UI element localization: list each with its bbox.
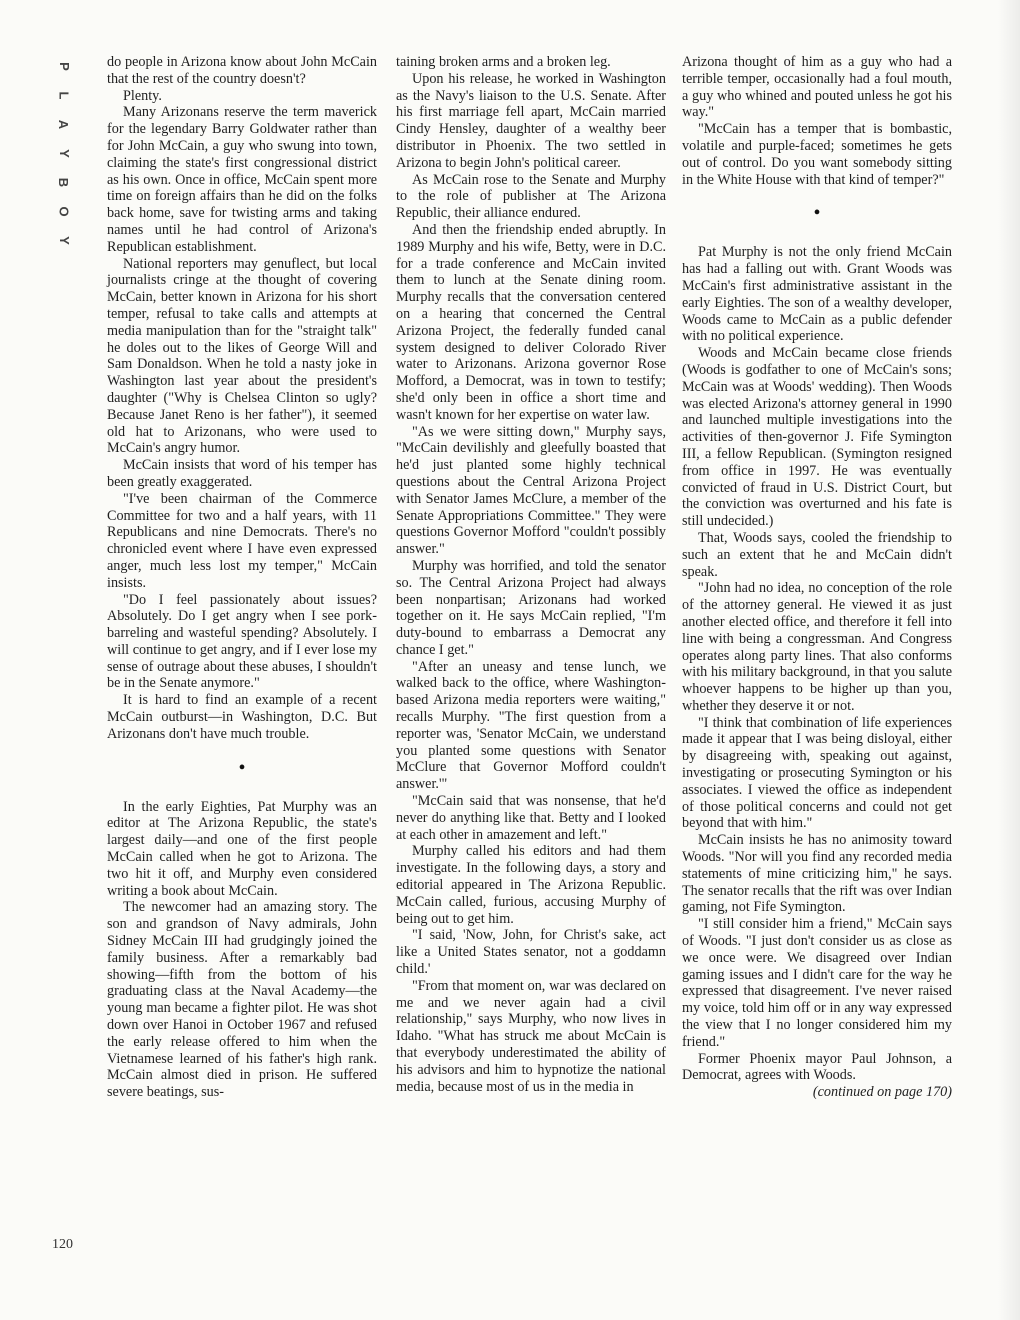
- paragraph: National reporters may genuflect, but local journalists cringe at the thought of covering McCain, better known in Arizona for his short temper, refusal to take calls and attempts at media manipulation than for the "straight talk" he doles out to the likes of George Will and Sam Donaldson. When he told a nasty joke in Washington last year about the president's daughter ("Why is Chelsea Clinton so ugly? Because Janet Reno is her father"), it seemed old hat to Arizonans, who were used to McCain's angry humor.: [107, 255, 377, 457]
- page-edge-shadow: [998, 0, 1020, 1320]
- sidebar-letter: Y: [56, 236, 72, 245]
- article-column-3: [682, 54, 952, 1101]
- paragraph: Many Arizonans reserve the term maverick for the legendary Barry Goldwater rather than for John McCain, a guy who swung into town, claiming the state's first congressional district as his own. Once in office, McCain spent more time on foreign affairs than he did on the folks back home, save for twisting arms and taking names until he had control of Arizona's Republican establishment.: [107, 104, 377, 255]
- paragraph: Murphy was horrified, and told the senator so. The Central Arizona Project had always been nonpartisan; Arizonans had worked together on it. He says McCain replied, "I'm duty-bound to embarrass a Democrat any chance I get.": [396, 557, 666, 658]
- paragraph: "I still consider him a friend," McCain says of Woods. "I just don't consider us as close as we once were. We disagreed over Indian gaming issues and I didn't care for the way he expressed that disagreement. I've never raised my voice, told him off or in any way expressed the view that I no longer considered him my friend.": [682, 916, 952, 1050]
- paragraph: It is hard to find an example of a recent McCain outburst—in Washington, D.C. But Arizonans don't have much trouble.: [107, 692, 377, 742]
- paragraph: Former Phoenix mayor Paul Johnson, a Democrat, agrees with Woods.: [682, 1050, 952, 1084]
- paragraph: That, Woods says, cooled the friendship to such an extent that he and McCain didn't speak.: [682, 529, 952, 580]
- paragraph: Plenty.: [123, 87, 162, 104]
- paragraph: And then the friendship ended abruptly. In 1989 Murphy and his wife, Betty, were in D.C. for a trade conference and McCain invited them to lunch at the Senate dining room. Murphy recalls that the conversation centered on a hearing that concerned the Central Arizona Project, the federally funded canal system designed to deliver Colorado River water to Arizonans. Arizona governor Rose Mofford, a Democrat, was in town to testify; she'd only been in office a short time and wasn't known for her expertise on water law.: [396, 221, 666, 423]
- paragraph: "From that moment on, war was declared on me and we never again had a civil relationship," says Murphy, who now lives in Idaho. "What has struck me about McCain is that everybody underestimated the ability of his advisors and him to hypnotize the national media, because most of us in the media in: [396, 977, 666, 1095]
- page-number: 120: [52, 1237, 73, 1252]
- sidebar-letter: P: [56, 62, 72, 71]
- paragraph: Murphy called his editors and had them investigate. In the following days, a story and editorial appeared in The Arizona Republic. McCain called, furious, accusing Murphy of being out to get him.: [396, 843, 666, 927]
- paragraph: McCain insists he has no animosity toward Woods. "Nor will you find any recorded media statements of mine criticizing him," he says. The senator recalls that the rift was over Indian gaming, not Fife Symington.: [682, 832, 952, 916]
- paragraph: "I've been chairman of the Commerce Committee for two and a half years, with 11 Republicans and nine Democrats. There's no chronicled event where I have even expressed anger, much less lost my temper," McCain insists.: [107, 490, 377, 591]
- paragraph: taining broken arms and a broken leg.: [396, 54, 611, 70]
- paragraph: Arizona thought of him as a guy who had a terrible temper, occasionally had a foul mouth, a guy who whined and pouted unless he got his way.": [682, 54, 952, 121]
- paragraph: Woods and McCain became close friends (Woods is godfather to one of McCain's sons; McCain was at Woods' wedding). Then Woods was elected Arizona's attorney general in 1990 and launched multiple investigations into the activities of then-governor J. Fife Symington III, a fellow Republican. (Symington resigned from office in 1997. He was eventually convicted of fraud in U.S. District Court, but the conviction was overturned and his fate is still undecided.): [682, 345, 952, 530]
- continued-note: (continued on page 170): [812, 1084, 952, 1101]
- sidebar-letter: A: [56, 119, 72, 130]
- sidebar-letter: Y: [56, 149, 72, 158]
- paragraph: The newcomer had an amazing story. The son and grandson of Navy admirals, John Sidney McCain III had grudgingly joined the family business. After a remarkably bad showing—fifth from the bottom of his graduating class at the Naval Academy—the young man became a fighter pilot. He was shot down over Hanoi in October 1967 and refused the early release offered to him when the Vietnamese learned of his father's high rank. McCain almost died in prison. He suffered severe beatings, sus-: [107, 899, 377, 1101]
- paragraph: "McCain has a temper that is bombastic, volatile and purple-faced; sometimes he gets out of control. Do you want somebody sitting in the White House with that kind of temper?": [682, 121, 952, 188]
- paragraph: Pat Murphy is not the only friend McCain has had a falling out with. Grant Woods was McCain's first administrative assistant in the early Eighties. The son of a wealthy developer, Woods came to McCain as a public defender with no political experience.: [682, 244, 952, 345]
- paragraph: "John had no idea, no conception of the role of the attorney general. He viewed it as just another elected office, and therefore it fell into line with being a congressman. And Congress operates along party lines. That also conforms with his military background, in that you salute whoever happens to be higher up than you, whether they deserve it or not.: [682, 580, 952, 714]
- paragraph: "Do I feel passionately about issues? Absolutely. Do I get angry when I see pork-barreling and wasteful spending? Absolutely. I will continue to get angry, and if I ever lose my sense of outrage about these abuses, I shouldn't be in the Senate anymore.": [107, 591, 377, 692]
- paragraph: do people in Arizona know about John McCain that the rest of the country doesn't?: [107, 54, 377, 87]
- article-column-2: [396, 54, 666, 1095]
- paragraph: McCain insists that word of his temper has been greatly exaggerated.: [107, 457, 377, 490]
- paragraph: As McCain rose to the Senate and Murphy to the role of publisher at The Arizona Republic, their alliance endured.: [396, 171, 666, 222]
- sidebar-letter: L: [56, 91, 72, 100]
- section-separator: •: [238, 756, 246, 779]
- paragraph: "After an uneasy and tense lunch, we walked back to the office, where Washington-based Arizona media reporters were waiting," recalls Murphy. "The first question from a reporter was, 'Senator McCain, we understand you planted some questions with Senator McClure that Governor Mofford couldn't answer.'": [396, 658, 666, 793]
- paragraph: In the early Eighties, Pat Murphy was an editor at The Arizona Republic, the state's largest daily—and one of the first people McCain called when he got to Arizona. The two hit it off, and Murphy even considered writing a book about McCain.: [107, 798, 377, 899]
- article-column-1: [107, 54, 377, 1101]
- paragraph: "McCain said that was nonsense, that he'd never do anything like that. Betty and I looked at each other in amazement and left.": [396, 793, 666, 843]
- paragraph: "I think that combination of life experiences made it appear that I was being disloyal, either by disagreeing with, speaking out against, investigating or prosecuting Symington or his associates. I viewed the office as independent of those political concerns and could not get beyond that with him.": [682, 714, 952, 832]
- paragraph: "I said, 'Now, John, for Christ's sake, act like a United States senator, not a goddamn child.': [396, 927, 666, 978]
- magazine-name-vertical: [52, 52, 76, 255]
- paragraph: "As we were sitting down," Murphy says, "McCain devilishly and gleefully boasted that he'd just planted some highly technical questions about the Central Arizona Project with Senator James McClure, a member of the Senate Appropriations Committee." They were questions Governor Mofford "couldn't possibly answer.": [396, 423, 666, 558]
- paragraph: Upon his release, he worked in Washington as the Navy's liaison to the U.S. Senate. After his first marriage fell apart, McCain married Cindy Hensley, daughter of a wealthy beer distributor in Phoenix. The two settled in Arizona to begin John's political career.: [396, 70, 666, 171]
- section-separator: •: [813, 202, 821, 225]
- sidebar-letter: B: [56, 177, 72, 188]
- sidebar-letter: O: [56, 206, 72, 217]
